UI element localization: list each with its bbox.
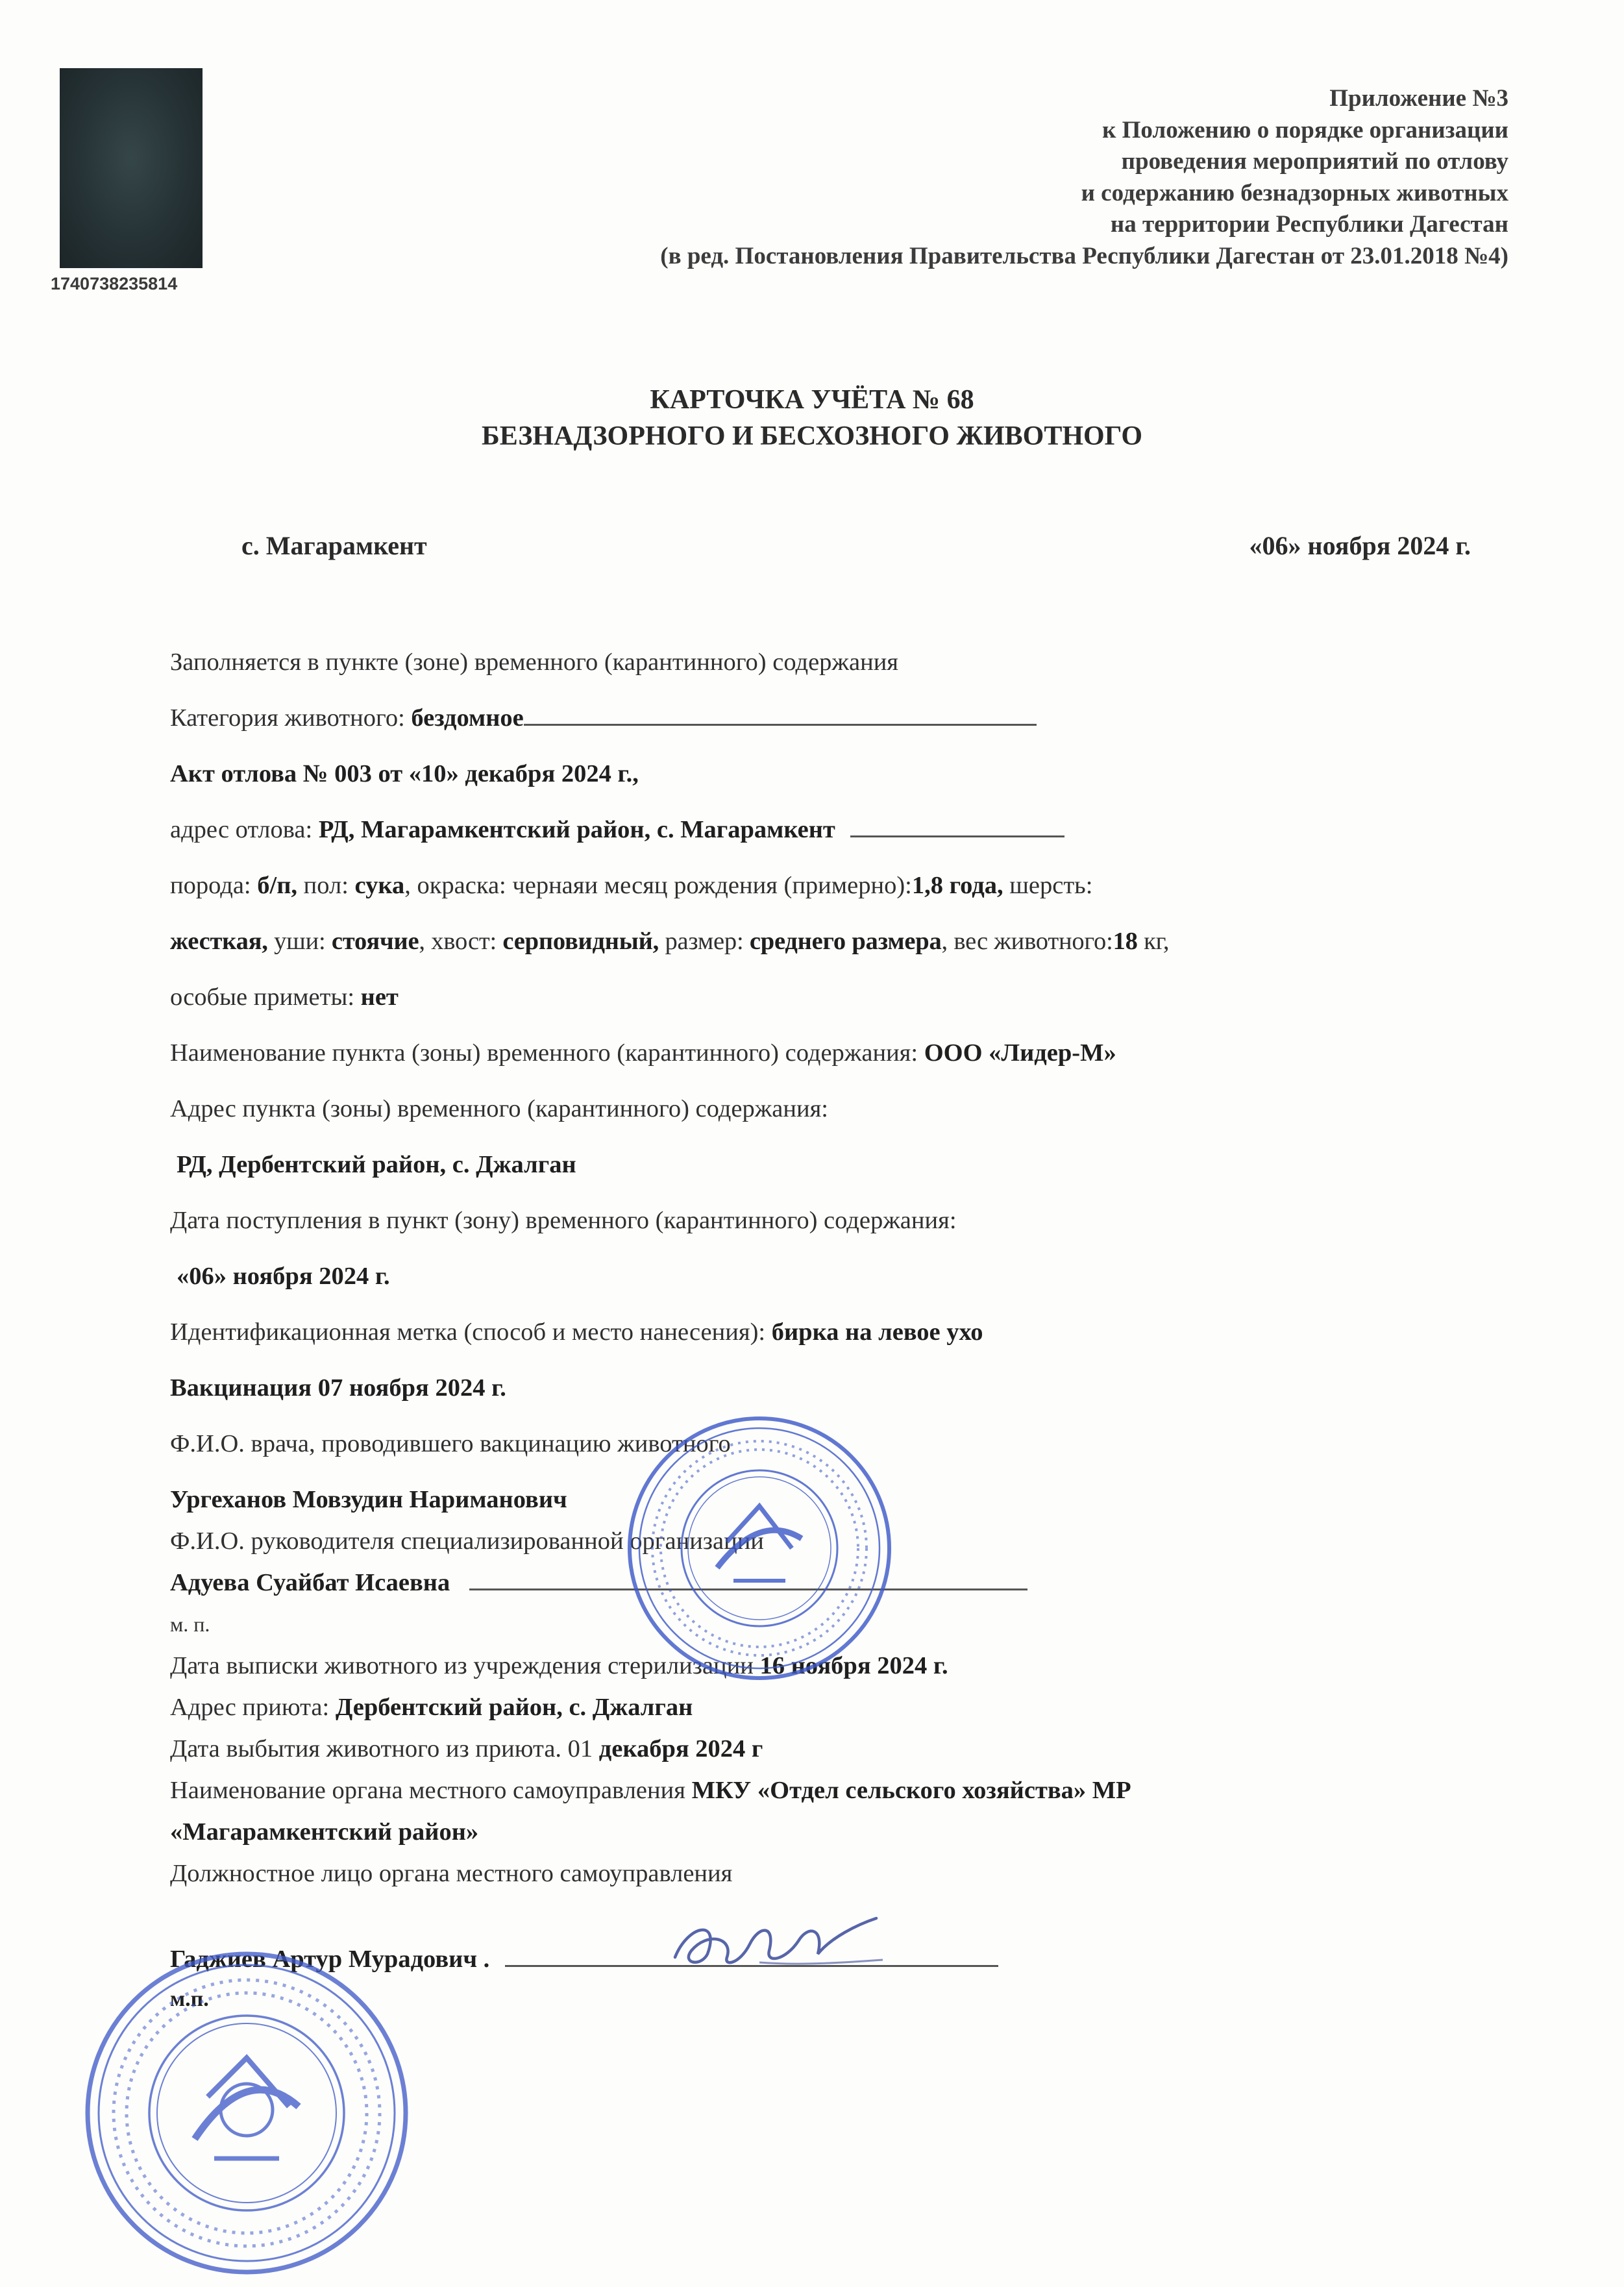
ears-value: стоячие: [331, 928, 419, 955]
facility-address-value: РД, Дербентский район, с. Джалган: [177, 1151, 576, 1178]
head-value: Адуева Суайбат Исаевна: [170, 1569, 450, 1596]
capture-act: Акт отлова № 003 от «10» декабря 2024 г.,: [170, 760, 639, 787]
municipal-seal: [78, 1944, 415, 2282]
organization-seal: [620, 1409, 899, 1688]
size-value: среднего размера: [749, 928, 942, 955]
marks-value: нет: [360, 983, 399, 1011]
document-title: [0, 382, 1624, 454]
title-line-1: КАРТОЧКА УЧЁТА № 68: [650, 385, 974, 415]
vet-label: Ф.И.О. врача, проводившего вакцинацию животного: [170, 1430, 731, 1457]
stamp-place-label: м. п.: [170, 1613, 210, 1636]
title-line-2: БЕЗНАДЗОРНОГО И БЕСХОЗНОГО ЖИВОТНОГО: [481, 421, 1143, 451]
fur-label: шерсть:: [1003, 872, 1093, 899]
place: с. Магарамкент: [241, 531, 427, 560]
appendix-line: (в ред. Постановления Правительства Республики Дагестан от 23.01.2018 №4): [660, 242, 1508, 269]
shelter-address-row: [170, 1691, 693, 1724]
appendix-line: к Положению о порядке организации: [1102, 116, 1508, 143]
capture-address-row: [170, 813, 1064, 846]
stamp-place-label-2: м.п.: [170, 1987, 209, 2011]
tag-row: [170, 1316, 983, 1348]
departure-label: Дата выбытия животного из приюта. 01: [170, 1735, 599, 1762]
authority-label: Наименование органа местного самоуправления: [170, 1777, 692, 1804]
discharge-value: 16 ноября 2024 г.: [759, 1652, 948, 1679]
appendix-line: Приложение №3: [1329, 85, 1508, 112]
arrival-value: «06» ноября 2024 г.: [177, 1263, 390, 1290]
size-label: размер:: [659, 928, 750, 955]
appendix-line: на территории Республики Дагестан: [1110, 211, 1508, 238]
authority-value: МКУ «Отдел сельского хозяйства» МР: [691, 1777, 1131, 1804]
tag-value: бирка на левое ухо: [771, 1318, 983, 1346]
facility-name-label: Наименование пункта (зоны) временного (карантинного) содержания:: [170, 1039, 924, 1067]
category-value: бездомное: [411, 704, 524, 732]
vet-value: Ургеханов Мовзудин Нариманович: [170, 1486, 567, 1513]
arrival-label: Дата поступления в пункт (зону) временного (карантинного) содержания:: [170, 1207, 957, 1234]
features-row: [170, 925, 1169, 958]
appendix-line: и содержанию безнадзорных животных: [1081, 179, 1508, 206]
sex-label: пол:: [297, 872, 355, 899]
vaccination: Вакцинация 07 ноября 2024 г.: [170, 1374, 506, 1402]
facility-name-value: ООО «Лидер-М»: [924, 1039, 1116, 1067]
discharge-label: Дата выписки животного из учреждения стерилизации: [170, 1652, 760, 1679]
fur-value: жесткая,: [170, 928, 268, 955]
tail-label: , хвост:: [419, 928, 503, 955]
facility-address-label: Адрес пункта (зоны) временного (карантинного) содержания:: [170, 1095, 829, 1122]
document-date: «06» ноября 2024 г.: [1249, 531, 1471, 560]
signature: [662, 1905, 909, 1977]
departure-row: [170, 1733, 763, 1765]
weight-unit: кг,: [1137, 928, 1170, 955]
sex-value: сука: [354, 872, 405, 899]
authority-value-cont: «Магарамкентский район»: [170, 1818, 479, 1846]
departure-value: декабря 2024 г: [598, 1735, 763, 1762]
color-label: , окраска: черная: [404, 872, 585, 899]
official-value: Гаджиев Артур Мурадович .: [170, 1946, 490, 1973]
marks-label: особые приметы:: [170, 983, 361, 1011]
tag-label: Идентификационная метка (способ и место нанесения):: [170, 1318, 772, 1346]
weight-label: , вес животного:: [941, 928, 1113, 955]
birth-label: и месяц рождения (примерно):: [584, 872, 912, 899]
breed-value: б/п,: [257, 872, 298, 899]
capture-address-underline: [850, 816, 1064, 837]
appendix-line: проведения мероприятий по отлову: [1121, 148, 1508, 175]
birth-value: 1,8 года,: [911, 872, 1003, 899]
capture-address-label: адрес отлова:: [170, 816, 319, 843]
photo: [60, 68, 203, 268]
category-row: [170, 702, 1037, 734]
tail-value: серповидный,: [502, 928, 659, 955]
breed-row: [170, 869, 1092, 902]
facility-name-row: [170, 1037, 1116, 1069]
shelter-address-value: Дербентский район, с. Джалган: [335, 1694, 693, 1721]
appendix-header: [340, 83, 1508, 272]
shelter-address-label: Адрес приюта:: [170, 1694, 336, 1721]
category-label: Категория животного:: [170, 704, 412, 732]
photo-caption: 1740738235814: [51, 274, 178, 293]
category-underline: [524, 704, 1037, 726]
official-label: Должностное лицо органа местного самоуправления: [170, 1860, 733, 1887]
head-label: Ф.И.О. руководителя специализированной организации: [170, 1527, 764, 1555]
special-marks-row: [170, 981, 399, 1013]
fill-note: Заполняется в пункте (зоне) временного (карантинного) содержания: [170, 649, 899, 676]
breed-label: порода:: [170, 872, 258, 899]
ears-label: уши:: [267, 928, 332, 955]
weight-value: 18: [1113, 928, 1138, 955]
capture-address-value: РД, Магарамкентский район, с. Магарамкент: [318, 816, 835, 843]
authority-row: [170, 1774, 1131, 1807]
